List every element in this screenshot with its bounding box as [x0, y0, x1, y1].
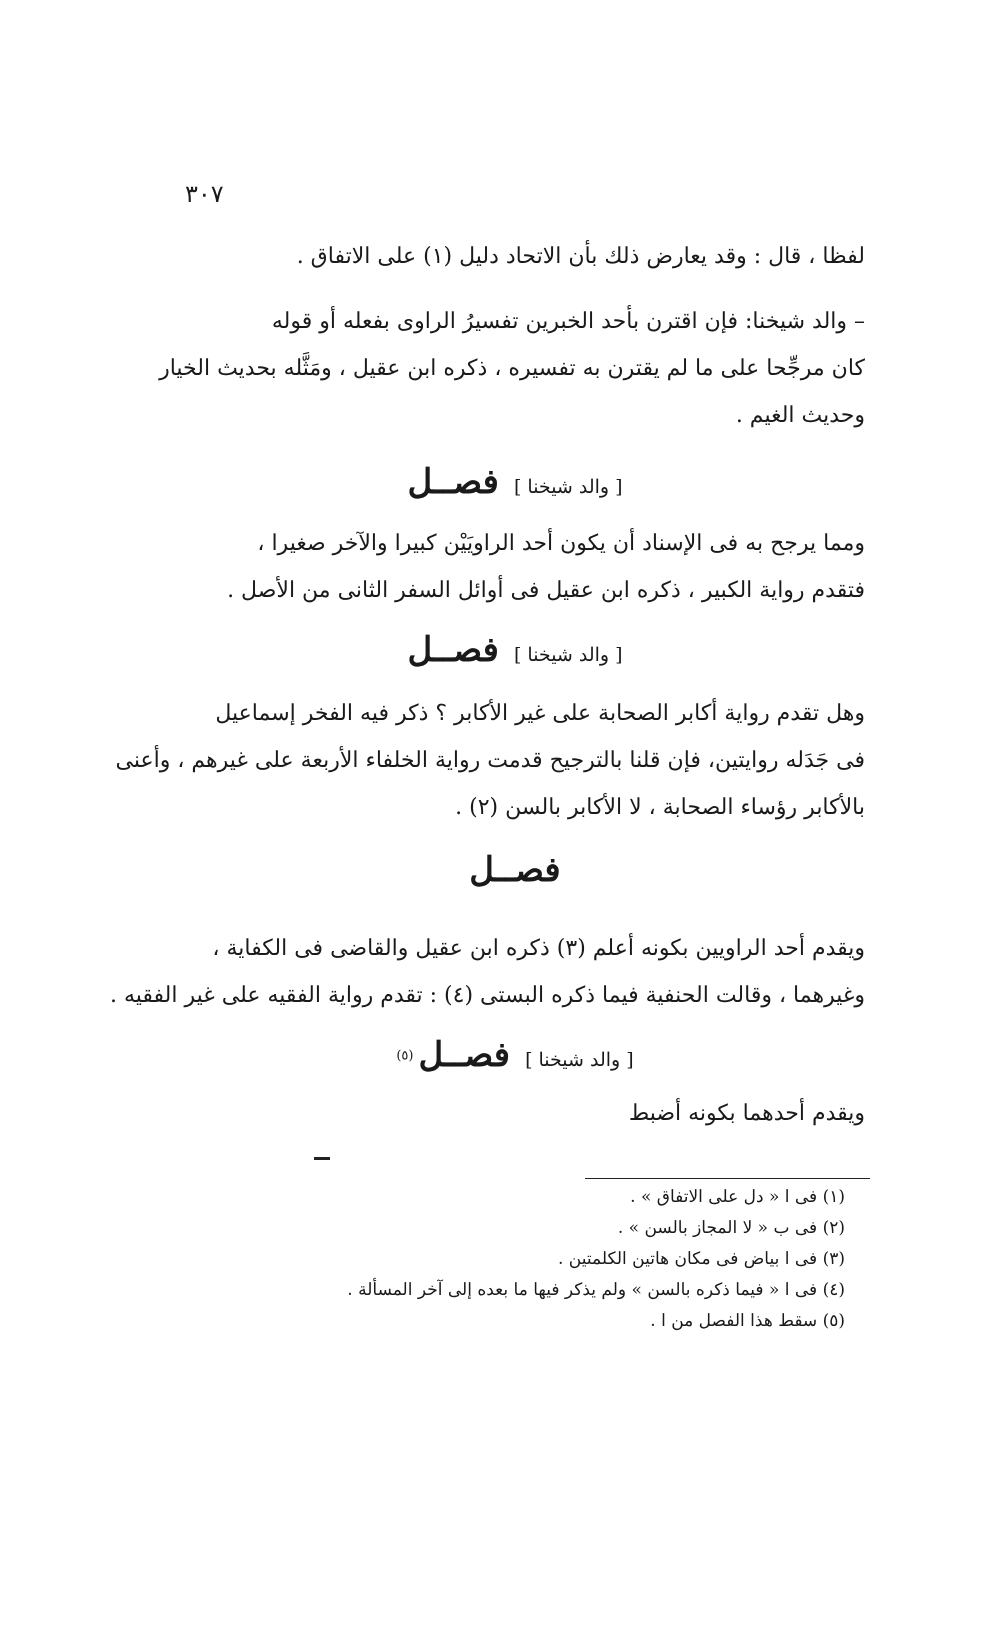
paragraph-2: [159, 298, 865, 439]
stray-mark: [314, 1157, 330, 1160]
section-heading-3: [165, 850, 865, 890]
text-line: وهل تقدم رواية أكابر الصحابة على غير الأكابر ؟ ذكر فيه الفخر إسماعيل: [215, 701, 865, 726]
text-line: ويقدم أحد الراويين بكونه أعلم (٣) ذكره ابن عقيل والقاضى فى الكفاية ،: [212, 936, 865, 961]
text-line: كان مرجِّحا على ما لم يقترن به تفسيره ، ذكره ابن عقيل ، ومَثَّله بحديث الخيار: [159, 356, 865, 381]
text-line: ويقدم أحدهما بكونه أضبط: [628, 1101, 865, 1126]
heading-title: فصــل: [407, 630, 499, 670]
text-line: وغيرهما ، وقالت الحنفية فيما ذكره البستى (٤) : تقدم رواية الفقيه على غير الفقيه .: [109, 983, 865, 1008]
footnote-separator: [585, 1178, 870, 1179]
text-line: فتقدم رواية الكبير ، ذكره ابن عقيل فى أوائل السفر الثانى من الأصل .: [227, 578, 865, 603]
footnote-marker: (٥): [396, 1048, 414, 1064]
text-line: ومما يرجح به فى الإسناد أن يكون أحد الراويَيْن كبيرا والآخر صغيرا ،: [257, 531, 865, 556]
heading-attribution: [ والد شيخنا ]: [513, 644, 623, 666]
footnote: (٢) فى ب « لا المجاز بالسن » .: [617, 1218, 845, 1238]
heading-attribution: [ والد شيخنا ]: [513, 476, 623, 498]
text-line: لفظا ، قال : وقد يعارض ذلك بأن الاتحاد دليل (١) على الاتفاق .: [296, 244, 865, 269]
paragraph-4: [115, 690, 865, 831]
section-heading-1: [165, 462, 865, 502]
footnote: (١) فى ا « دل على الاتفاق » .: [630, 1187, 845, 1207]
paragraph-3: [165, 520, 865, 614]
text-line: وحديث الغيم .: [735, 403, 865, 428]
text-line: – والد شيخنا: فإن اقترن بأحد الخبرين تفسيرُ الراوى بفعله أو قوله: [271, 309, 865, 334]
heading-title: فصــل: [418, 1035, 510, 1075]
section-heading-2: [165, 630, 865, 670]
footnote: (٣) فى ا بياض فى مكان هاتين الكلمتين .: [557, 1249, 845, 1269]
paragraph-1: [165, 233, 865, 280]
footnote: (٥) سقط هذا الفصل من ا .: [650, 1311, 845, 1331]
heading-title: فصــل: [469, 850, 561, 890]
heading-title: فصــل: [407, 462, 499, 502]
paragraph-5: [109, 925, 865, 1019]
text-line: فى جَدَله روايتين، فإن قلنا بالترجيح قدمت رواية الخلفاء الأربعة على غيرهم ، وأعنى: [115, 748, 865, 773]
paragraph-6: [165, 1090, 865, 1137]
heading-attribution: [ والد شيخنا ]: [525, 1049, 634, 1071]
footnotes: [300, 1182, 845, 1337]
text-line: بالأكابر رؤساء الصحابة ، لا الأكابر بالسن (٢) .: [455, 795, 865, 820]
page-number: ٣٠٧: [185, 180, 224, 208]
footnote: (٤) فى ا « فيما ذكره بالسن » ولم يذكر فيها ما بعده إلى آخر المسألة .: [347, 1280, 845, 1300]
section-heading-4: [165, 1035, 865, 1075]
